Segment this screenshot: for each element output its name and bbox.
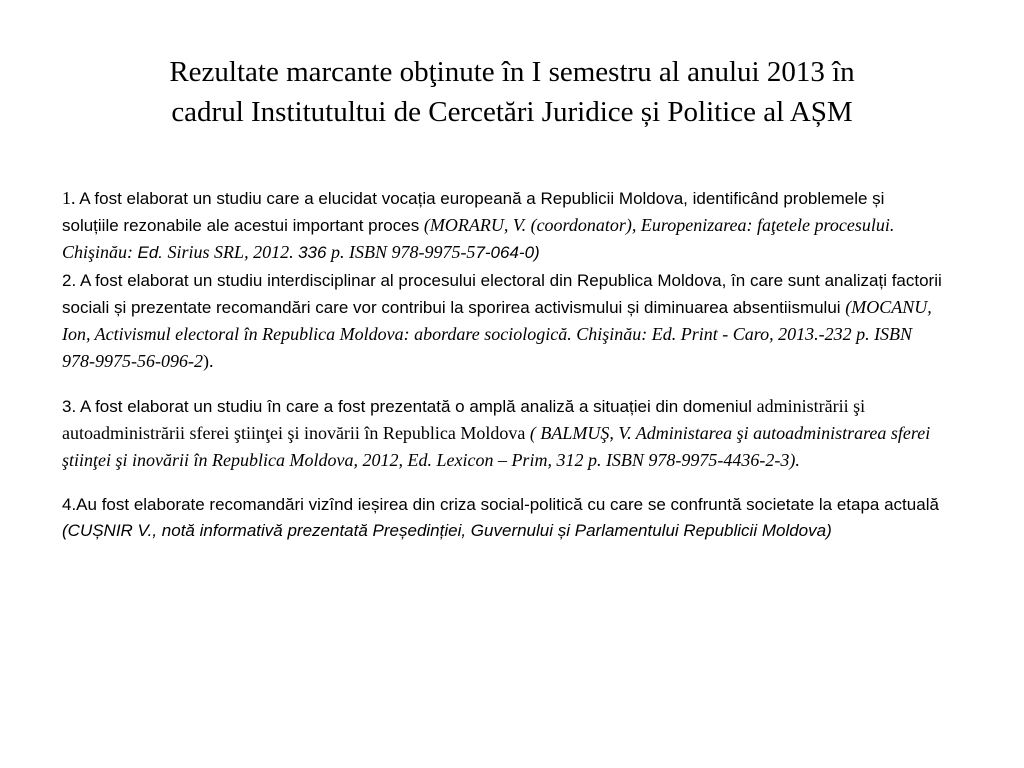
item-number: 1.	[62, 188, 76, 208]
result-item-3	[62, 393, 942, 474]
item-citation: 336	[298, 243, 327, 262]
title-line-1: Rezultate marcante obţinute în I semestru al anului 2013 în	[169, 56, 855, 88]
item-citation: (MOCANU, Ion, Activismul electoral în Republica Moldova: abordare sociologică. Chişinău: Ed. Print - Caro, 2013.-232 p. ISBN 978-9975-56-096-2	[62, 297, 932, 371]
item-text: A fost elaborat un studiu care a elucidat vocația europeană a Republicii Moldova, identificând problemele și soluțiile rezonabile ale acestui important proces	[62, 189, 885, 235]
item-citation: Sirius SRL, 2012.	[163, 242, 299, 262]
result-item-4	[62, 492, 942, 544]
item-citation: ( BALMUŞ, V. Administarea şi autoadministrarea sferei ştiinţei şi inovării în Republica Moldova, 2012, Ed. Lexicon – Prim, 312 p. ISBN 978-9975-4436-2-3).	[62, 423, 931, 470]
item-text: 3. A fost elaborat un studiu în care a fost prezentată o amplă analiză a situației din domeniul	[62, 397, 757, 416]
slide-body	[62, 185, 942, 544]
result-item-1	[62, 185, 942, 266]
item-citation-closing: ).	[202, 351, 214, 371]
slide-title	[60, 52, 964, 132]
item-citation: Ed.	[137, 243, 164, 262]
item-citation: p. ISBN 978-9975-5	[326, 242, 476, 262]
item-text: 4.Au fost elaborate recomandări vizînd ieșirea din criza social-politică cu care se confruntă societate la etapa actuală	[62, 495, 939, 514]
item-text: administrării şi autoadministrării sferei ştiinţei şi inovării în Republica Moldova	[62, 396, 866, 443]
result-item-2	[62, 268, 942, 375]
title-line-2: cadrul Institutultui de Cercetări Juridice și Politice al AȘM	[171, 96, 853, 128]
item-citation: (CUȘNIR V., notă informativă prezentată Președinției, Guvernului și Parlamentului Republicii Moldova)	[62, 521, 832, 540]
item-citation: (MORARU, V. (coordonator), Europenizarea: faţetele procesului. Chişinău:	[62, 215, 895, 262]
item-text: 2. A fost elaborat un studiu interdisciplinar al procesului electoral din Republica Moldova, în care sunt analizați factorii sociali și prezentate recomandări care vor contribui la sporirea activismului și diminuarea absentiismului	[62, 271, 942, 317]
item-citation: 7-064-0)	[475, 243, 540, 262]
